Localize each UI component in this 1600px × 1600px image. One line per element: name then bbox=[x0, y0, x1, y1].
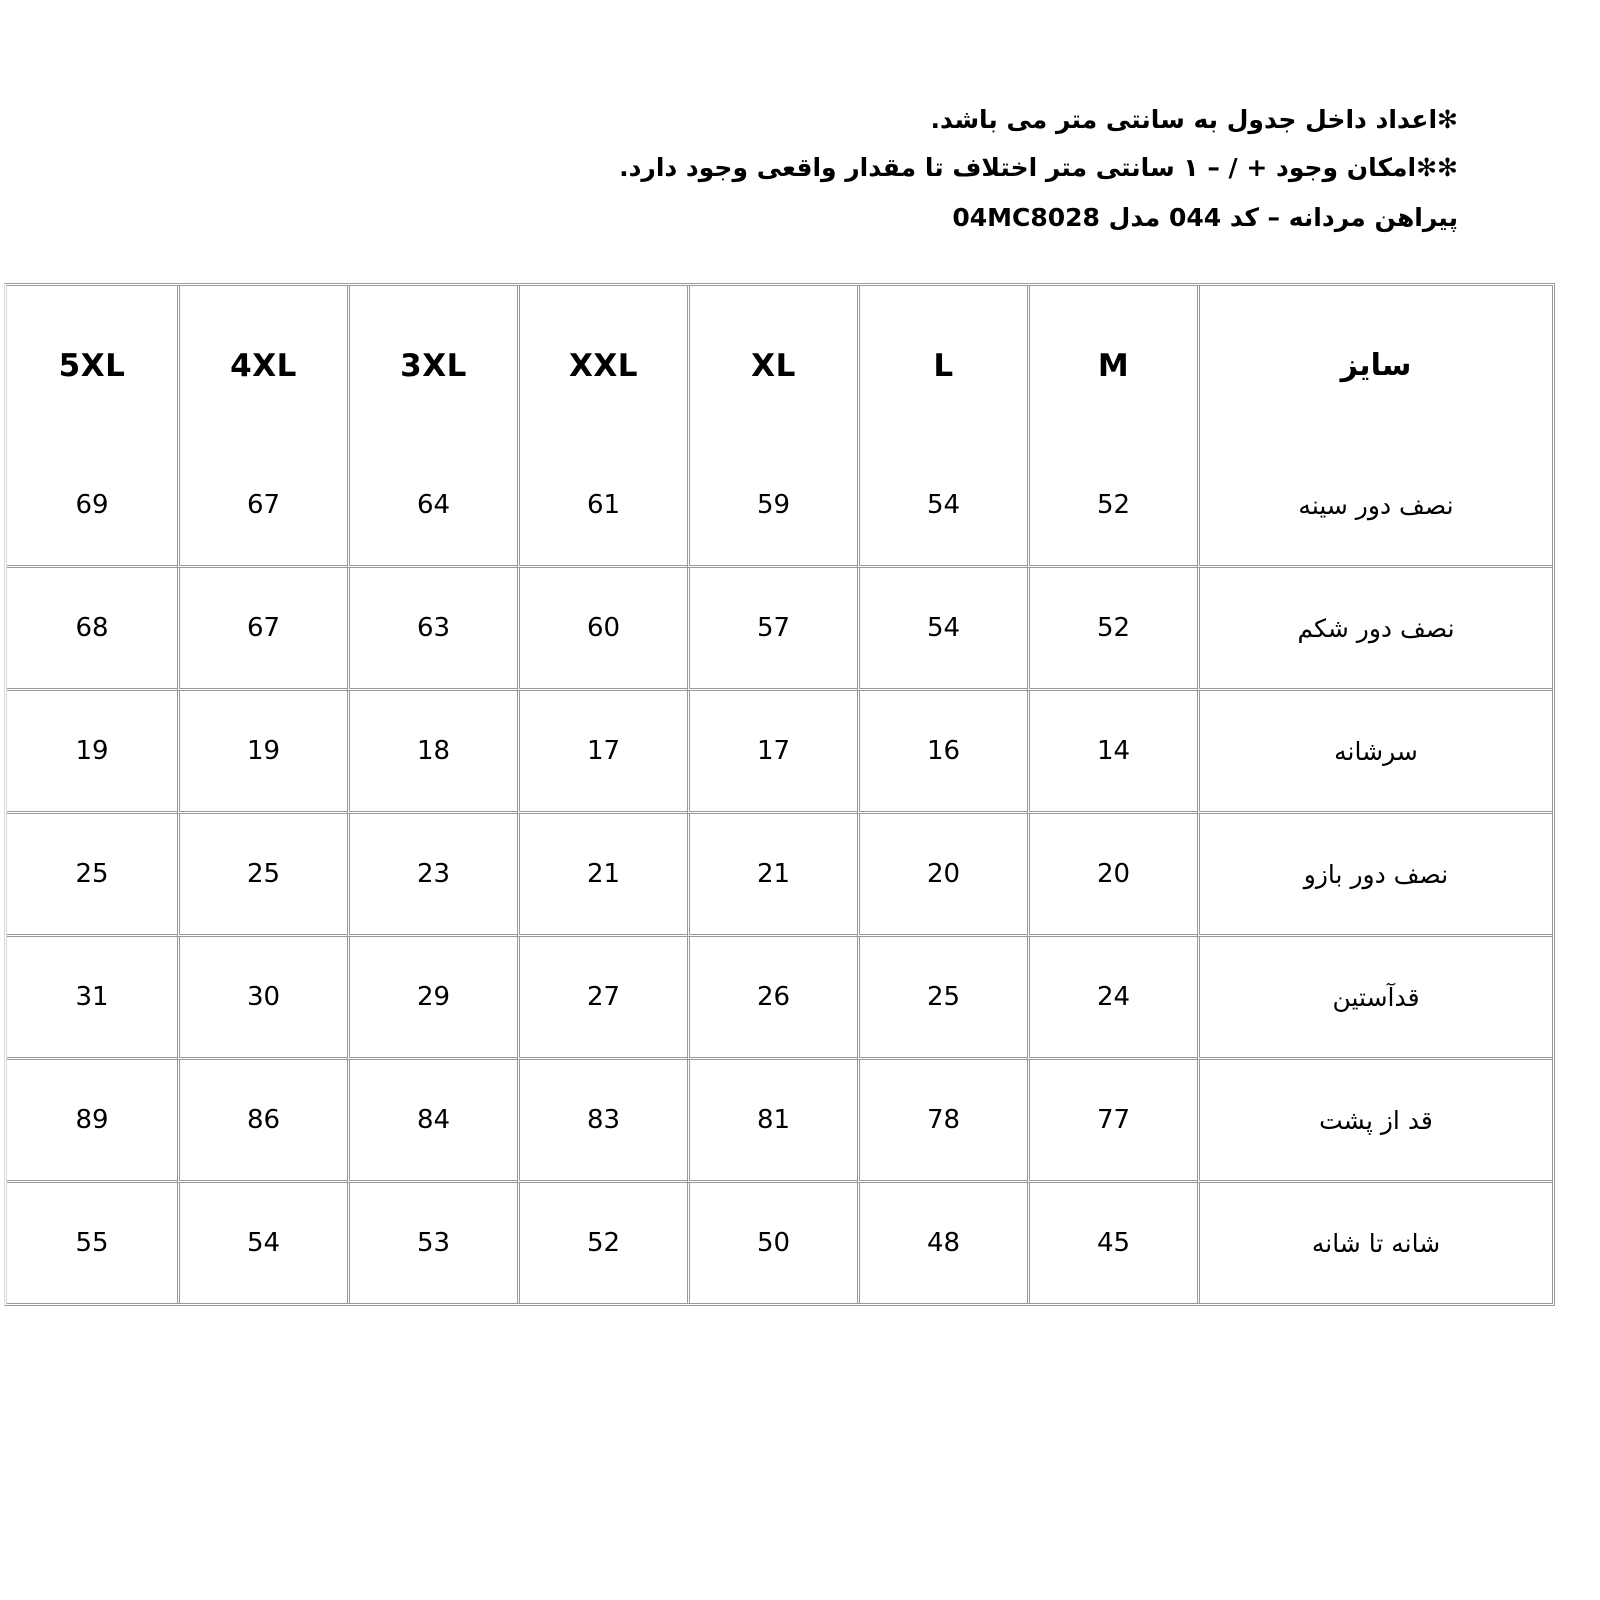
table-row bbox=[7, 691, 1552, 814]
cell-value bbox=[517, 445, 687, 568]
cell-value-text: 23 bbox=[416, 859, 451, 889]
cell-value-text: 68 bbox=[75, 613, 109, 643]
cell-value-text: 21 bbox=[586, 859, 621, 889]
cell-value-text: 17 bbox=[756, 736, 791, 766]
size-chart-table-wrapper bbox=[10, 283, 1555, 1306]
cell-value bbox=[1027, 937, 1197, 1060]
table-row bbox=[7, 1060, 1552, 1183]
size-chart-table bbox=[4, 283, 1555, 1306]
header-size-label-text: سایز bbox=[1340, 348, 1412, 383]
cell-value bbox=[687, 445, 857, 568]
cell-value bbox=[177, 937, 347, 1060]
cell-value-text: 77 bbox=[1096, 1105, 1131, 1135]
cell-value-text: 83 bbox=[586, 1105, 621, 1135]
cell-value-text: 29 bbox=[416, 982, 451, 1012]
row-label-text: قدآستین bbox=[1332, 982, 1420, 1012]
cell-value-text: 67 bbox=[246, 490, 281, 520]
cell-value bbox=[687, 937, 857, 1060]
cell-value bbox=[1027, 445, 1197, 568]
cell-value-text: 50 bbox=[756, 1228, 791, 1258]
cell-value bbox=[177, 445, 347, 568]
header-size-label bbox=[1197, 286, 1552, 445]
header-col-5xl bbox=[7, 286, 177, 445]
row-label-cell bbox=[1197, 445, 1552, 568]
cell-value bbox=[347, 445, 517, 568]
cell-value bbox=[857, 1060, 1027, 1183]
cell-value bbox=[1027, 1060, 1197, 1183]
cell-value-text: 14 bbox=[1096, 736, 1131, 766]
cell-value-text: 25 bbox=[926, 982, 961, 1012]
cell-value-text: 81 bbox=[756, 1105, 791, 1135]
cell-value bbox=[517, 814, 687, 937]
row-label-text: نصف دور شکم bbox=[1297, 613, 1455, 643]
note-product-model-line: پیراهن مردانه – کد 044 مدل 04MC8028 bbox=[952, 203, 1458, 232]
header-col-m-text: M bbox=[1097, 347, 1130, 384]
cell-value bbox=[177, 1183, 347, 1303]
cell-value-text: 52 bbox=[1096, 490, 1131, 520]
cell-value bbox=[7, 814, 177, 937]
cell-value-text: 59 bbox=[756, 490, 791, 520]
cell-value bbox=[7, 937, 177, 1060]
cell-value-text: 52 bbox=[586, 1228, 621, 1258]
cell-value-text: 21 bbox=[756, 859, 791, 889]
cell-value-text: 57 bbox=[756, 613, 791, 643]
cell-value-text: 17 bbox=[586, 736, 621, 766]
table-body bbox=[7, 445, 1552, 1303]
row-label-cell bbox=[1197, 814, 1552, 937]
cell-value-text: 18 bbox=[416, 736, 451, 766]
cell-value-text: 20 bbox=[926, 859, 961, 889]
cell-value bbox=[347, 1183, 517, 1303]
cell-value-text: 45 bbox=[1096, 1228, 1131, 1258]
cell-value bbox=[347, 1060, 517, 1183]
cell-value bbox=[687, 1183, 857, 1303]
cell-value-text: 86 bbox=[246, 1105, 281, 1135]
cell-value-text: 78 bbox=[926, 1105, 961, 1135]
cell-value bbox=[177, 568, 347, 691]
cell-value bbox=[517, 691, 687, 814]
cell-value-text: 48 bbox=[926, 1228, 961, 1258]
note-tolerance-line: ✻✻امکان وجود + / – ۱ سانتی متر اختلاف تا مقدار واقعی وجود دارد. bbox=[619, 153, 1458, 182]
header-col-3xl-text: 3XL bbox=[400, 347, 467, 384]
row-label-text: شانه تا شانه bbox=[1311, 1228, 1441, 1258]
cell-value bbox=[517, 937, 687, 1060]
cell-value-text: 20 bbox=[1096, 859, 1131, 889]
notes-block bbox=[10, 96, 1458, 244]
cell-value-text: 53 bbox=[416, 1228, 451, 1258]
header-col-3xl bbox=[347, 286, 517, 445]
row-label-cell bbox=[1197, 691, 1552, 814]
cell-value bbox=[687, 568, 857, 691]
cell-value-text: 54 bbox=[926, 613, 961, 643]
cell-value bbox=[7, 445, 177, 568]
header-col-xxl-text: XXL bbox=[568, 347, 639, 384]
cell-value-text: 16 bbox=[926, 736, 961, 766]
cell-value bbox=[347, 814, 517, 937]
header-col-l-text: L bbox=[933, 347, 954, 384]
cell-value bbox=[687, 814, 857, 937]
cell-value bbox=[857, 814, 1027, 937]
table-header-row bbox=[7, 286, 1552, 445]
cell-value-text: 19 bbox=[75, 736, 109, 766]
cell-value bbox=[517, 1060, 687, 1183]
table-row bbox=[7, 445, 1552, 568]
table-head bbox=[7, 286, 1552, 445]
row-label-cell bbox=[1197, 937, 1552, 1060]
cell-value bbox=[1027, 814, 1197, 937]
cell-value-text: 84 bbox=[416, 1105, 451, 1135]
cell-value-text: 52 bbox=[1096, 613, 1131, 643]
table-row bbox=[7, 814, 1552, 937]
cell-value bbox=[687, 1060, 857, 1183]
cell-value bbox=[857, 568, 1027, 691]
cell-value-text: 31 bbox=[75, 982, 109, 1012]
cell-value bbox=[857, 1183, 1027, 1303]
cell-value-text: 27 bbox=[586, 982, 621, 1012]
row-label-cell bbox=[1197, 1183, 1552, 1303]
header-col-xl-text: XL bbox=[751, 347, 796, 384]
cell-value bbox=[177, 691, 347, 814]
header-col-xl bbox=[687, 286, 857, 445]
cell-value-text: 64 bbox=[416, 490, 451, 520]
cell-value-text: 89 bbox=[75, 1105, 109, 1135]
cell-value-text: 30 bbox=[246, 982, 281, 1012]
cell-value-text: 67 bbox=[246, 613, 281, 643]
cell-value bbox=[1027, 568, 1197, 691]
cell-value bbox=[687, 691, 857, 814]
cell-value bbox=[857, 445, 1027, 568]
cell-value-text: 25 bbox=[246, 859, 281, 889]
cell-value bbox=[347, 937, 517, 1060]
table-row bbox=[7, 1183, 1552, 1303]
cell-value bbox=[177, 814, 347, 937]
cell-value bbox=[7, 1060, 177, 1183]
header-col-l bbox=[857, 286, 1027, 445]
cell-value bbox=[7, 568, 177, 691]
cell-value-text: 61 bbox=[586, 490, 621, 520]
cell-value-text: 54 bbox=[246, 1228, 281, 1258]
table-row bbox=[7, 568, 1552, 691]
row-label-text: نصف دور بازو bbox=[1303, 859, 1449, 889]
cell-value bbox=[347, 568, 517, 691]
cell-value bbox=[347, 691, 517, 814]
header-col-4xl-text: 4XL bbox=[230, 347, 297, 384]
cell-value-text: 60 bbox=[586, 613, 621, 643]
header-col-m bbox=[1027, 286, 1197, 445]
cell-value bbox=[177, 1060, 347, 1183]
table-row bbox=[7, 937, 1552, 1060]
header-col-5xl-text: 5XL bbox=[58, 347, 126, 384]
row-label-text: نصف دور سینه bbox=[1298, 490, 1454, 520]
row-label-text: قد از پشت bbox=[1319, 1105, 1433, 1135]
cell-value-text: 19 bbox=[246, 736, 281, 766]
cell-value bbox=[1027, 1183, 1197, 1303]
cell-value-text: 25 bbox=[75, 859, 109, 889]
cell-value-text: 63 bbox=[416, 613, 451, 643]
cell-value bbox=[857, 937, 1027, 1060]
cell-value-text: 55 bbox=[75, 1228, 109, 1258]
cell-value bbox=[517, 1183, 687, 1303]
row-label-text: سرشانه bbox=[1334, 736, 1418, 766]
cell-value bbox=[7, 691, 177, 814]
cell-value bbox=[1027, 691, 1197, 814]
cell-value-text: 26 bbox=[756, 982, 791, 1012]
row-label-cell bbox=[1197, 1060, 1552, 1183]
cell-value bbox=[7, 1183, 177, 1303]
header-col-xxl bbox=[517, 286, 687, 445]
row-label-cell bbox=[1197, 568, 1552, 691]
note-unit-line: ✻اعداد داخل جدول به سانتی متر می باشد. bbox=[930, 105, 1458, 134]
header-col-4xl bbox=[177, 286, 347, 445]
cell-value bbox=[857, 691, 1027, 814]
cell-value bbox=[517, 568, 687, 691]
cell-value-text: 69 bbox=[75, 490, 109, 520]
cell-value-text: 54 bbox=[926, 490, 961, 520]
cell-value-text: 24 bbox=[1096, 982, 1131, 1012]
